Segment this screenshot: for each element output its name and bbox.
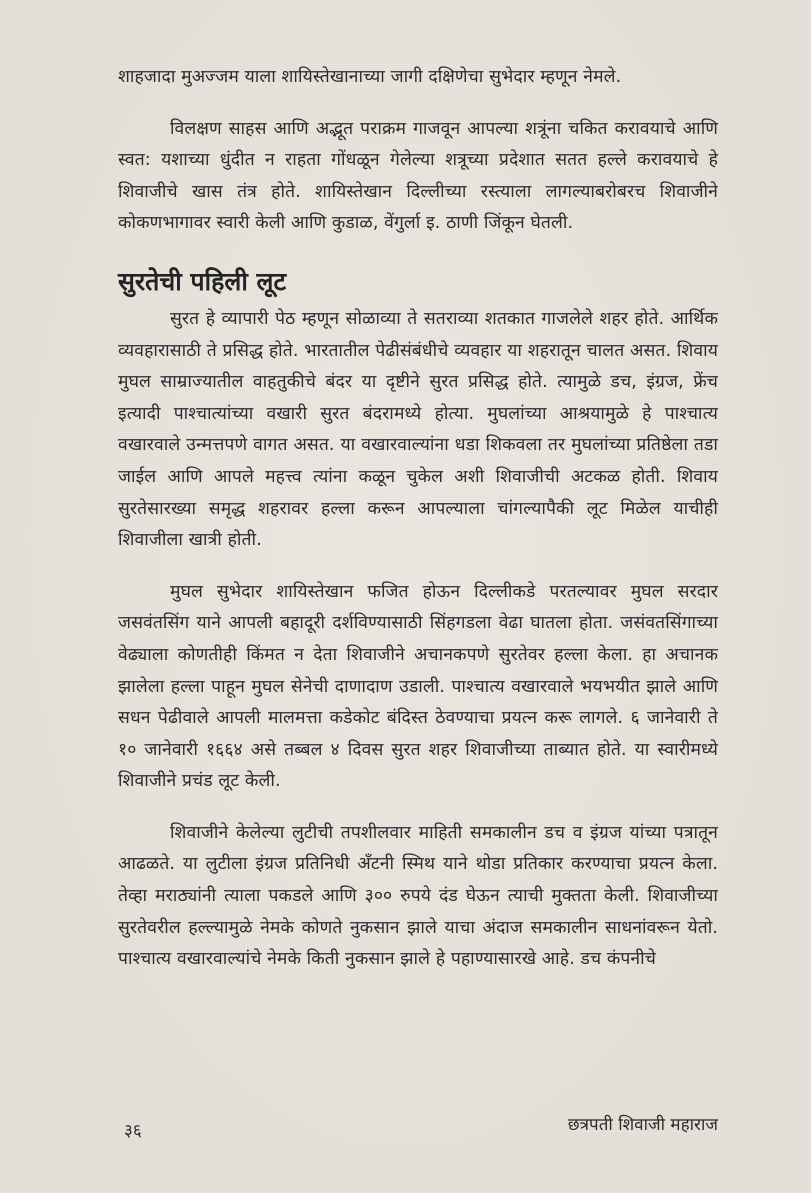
paragraph-shivaji-tactics: विलक्षण साहस आणि अद्भूत पराक्रम गाजवून आपल्या शत्रूंना चकित करावयाचे आणि स्वत: यशाच्या धुंदीत न राहता गोंधळून गेलेल्या शत्रूच्या प्रदेशात सतत हल्ले करावयाचे हे शिवाजीचे खास तंत्र होते. शायिस्तेखान दिल्लीच्या रस्त्याला लागल्याबरोबरच शिवाजीने कोकणभागावर स्वारी केली आणि कुडाळ, वेंगुर्ला इ. ठाणी जिंकून घेतली. (118, 118, 718, 234)
paragraph-continued: शाहजादा मुअज्जम याला शायिस्तेखानाच्या जागी दक्षिणेचा सुभेदार म्हणून नेमले. (118, 67, 622, 87)
page-number: ३६ (124, 1121, 142, 1141)
page-footer (118, 1112, 718, 1140)
section-heading: सुरतेची पहिली लूट (118, 266, 287, 296)
paragraph-surat-attack: मुघल सुभेदार शायिस्तेखान फजित होऊन दिल्लीकडे परतल्यावर मुघल सरदार जसवंतसिंग याने आपली बहादूरी दर्शविण्यासाठी सिंहगडला वेढा घातला होता. जसंवतसिंगाच्या वेढ्याला कोणतीही किंमत न देता शिवाजीने अचानकपणे सुरतेवर हल्ला केला. हा अचानक झालेला हल्ला पाहून मुघल सेनेची दाणादाण उडाली. पाश्चात्य वखारवाले भयभयीत झाले आणि सधन पेढीवाले आपली मालमत्ता कडेकोट बंदिस्त ठेवण्याचा प्रयत्न करू लागले. ६ जानेवारी ते १० जानेवारी १६६४ असे तब्बल ४ दिवस सुरत शहर शिवाजीच्या ताब्यात होते. या स्वारीमध्ये शिवाजीने प्रचंड लूट केली. (118, 581, 718, 792)
paragraph-loot-details: शिवाजीने केलेल्या लुटीची तपशीलवार माहिती समकालीन डच व इंग्रज यांच्या पत्रातून आढळते. या लुटीला इंग्रज प्रतिनिधी ॲंटनी स्मिथ याने थोडा प्रतिकार करण्याचा प्रयत्न केला. तेव्हा मराठ्यांनी त्याला पकडले आणि ३०० रुपये दंड घेऊन त्याची मुक्तता केली. शिवाजीच्या सुरतेवरील हल्ल्यामुळे नेमके कोणते नुकसान झाले याचा अंदाज समकालीन साधनांवरून येतो. पाश्चात्य वखारवाल्यांचे नेमके किती नुकसान झाले हे पहाण्यासारखे आहे. डच कंपनीचे (118, 822, 718, 970)
running-title: छत्रपती शिवाजी महाराज (567, 1115, 718, 1135)
page-body (118, 62, 718, 976)
paragraph-surat-trade: सुरत हे व्यापारी पेठ म्हणून सोळाव्या ते सतराव्या शतकात गाजलेले शहर होते. आर्थिक व्यवहारासाठी ते प्रसिद्ध होते. भारतातील पेढीसंबंधीचे व्यवहार या शहरातून चालत असत. शिवाय मुघल साम्राज्यातील वाहतुकीचे बंदर या दृष्टीने सुरत प्रसिद्ध होते. त्यामुळे डच, इंग्रज, फ्रेंच इत्यादी पाश्चात्यांच्या वखारी सुरत बंदरामध्ये होत्या. मुघलांच्या आश्रयामुळे हे पाश्चात्य वखारवाले उन्मत्तपणे वागत असत. या वखारवाल्यांना धडा शिकवला तर मुघलांच्या प्रतिष्ठेला तडा जाईल आणि आपले महत्त्व त्यांना कळून चुकेल अशी शिवाजीची अटकळ होती. शिवाय सुरतेसारख्या समृद्ध शहरावर हल्ला करून आपल्याला चांगल्यापैकी लूट मिळेल याचीही शिवाजीला खात्री होती. (118, 308, 718, 551)
